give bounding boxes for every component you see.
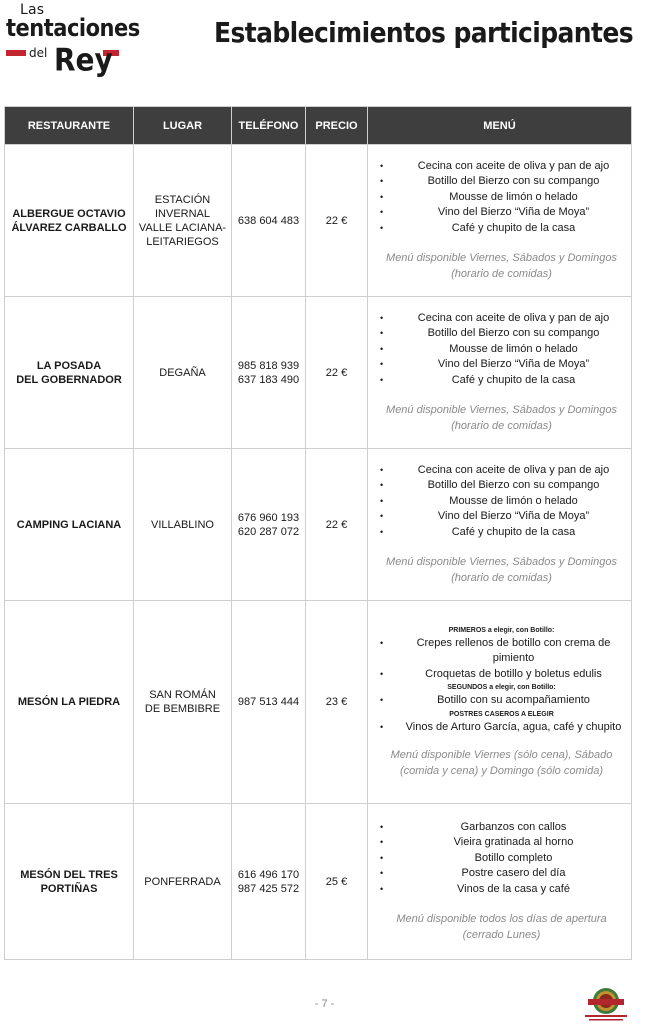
availability-line: Menú disponible todos los días de apertura	[396, 913, 607, 926]
menu-cell	[368, 145, 632, 297]
logo-line-4: Rey	[54, 42, 113, 79]
location	[134, 297, 232, 449]
phone-number: 616 496 170	[237, 868, 300, 881]
menu-cell	[368, 449, 632, 601]
menu-item: • Botillo del Bierzo con su compango	[378, 326, 625, 342]
menu-section-heading	[378, 625, 625, 636]
section-heading-main: SEGUNDOS	[447, 684, 488, 692]
section-heading-main: PRIMEROS	[448, 626, 486, 634]
menu-list	[378, 693, 625, 709]
menu-item: • Vino del Bierzo “Viña de Moya”	[378, 509, 625, 525]
menu-item: • Botillo con su acompañamiento	[378, 693, 625, 709]
logo-line-1: Las	[20, 2, 45, 18]
phone-number: 620 287 072	[237, 525, 300, 538]
phone	[232, 145, 306, 297]
menu-section-heading	[378, 682, 625, 693]
restaurant-name-line: MESÓN DEL TRES	[20, 868, 118, 881]
restaurant-name	[5, 297, 134, 449]
menu-item: • Cecina con aceite de oliva y pan de ajo	[378, 463, 625, 479]
logo-line-3: del	[29, 46, 48, 60]
table-row	[5, 804, 632, 960]
availability-line: (cerrado Lunes)	[462, 928, 541, 941]
menu-item: • Café y chupito de la casa	[378, 373, 625, 389]
header-precio: PRECIO	[306, 107, 368, 145]
menu-item: • Mousse de limón o helado	[378, 190, 625, 206]
availability-line: (horario de comidas)	[451, 267, 552, 280]
location-line: LEITARIEGOS	[146, 235, 219, 248]
phone	[232, 297, 306, 449]
availability-note	[378, 912, 625, 943]
logo	[4, 2, 140, 88]
logo-accent-bar-left	[6, 50, 26, 56]
menu-item: • Mousse de limón o helado	[378, 342, 625, 358]
location	[134, 804, 232, 960]
menu-item: • Café y chupito de la casa	[378, 525, 625, 541]
header-lugar: LUGAR	[134, 107, 232, 145]
restaurant-name-line: ALBERGUE OCTAVIO	[12, 207, 126, 220]
location-line: VALLE LACIANA-	[138, 221, 227, 234]
phone-number: 985 818 939	[237, 359, 300, 372]
header-menu: MENÚ	[368, 107, 632, 145]
availability-note	[378, 251, 625, 282]
menu-item: • Croquetas de botillo y boletus edulis	[378, 667, 625, 683]
location-line: DEGAÑA	[159, 366, 206, 379]
table-header-row	[5, 107, 632, 145]
menu-list	[378, 159, 625, 237]
section-heading-rest: a elegir, con Botillo:	[485, 626, 555, 634]
price: 22 €	[306, 449, 368, 601]
phone-number: 637 183 490	[237, 373, 300, 386]
price: 23 €	[306, 601, 368, 804]
phone-number: 987 425 572	[237, 882, 300, 895]
availability-line: Menú disponible Viernes, Sábados y Domingos	[386, 252, 617, 265]
phone-number: 638 604 483	[237, 214, 300, 227]
price: 22 €	[306, 297, 368, 449]
availability-line: Menú disponible Viernes, Sábados y Domingos	[386, 556, 617, 569]
table-row	[5, 145, 632, 297]
phone	[232, 601, 306, 804]
table-row	[5, 297, 632, 449]
availability-line: (horario de comidas)	[451, 571, 552, 584]
menu-cell	[368, 601, 632, 804]
phone	[232, 804, 306, 960]
phone-number: 676 960 193	[237, 511, 300, 524]
phone	[232, 449, 306, 601]
logo-line-2: tentaciones	[6, 14, 140, 42]
price: 22 €	[306, 145, 368, 297]
page-number: - 7 -	[314, 998, 335, 1010]
menu-item: • Botillo completo	[378, 851, 625, 867]
section-heading-rest: a elegir, con Botillo:	[487, 684, 556, 692]
establishments-table	[4, 106, 632, 960]
location	[134, 145, 232, 297]
section-heading-main: POSTRES CASEROS A ELEGIR	[449, 710, 554, 718]
menu-item: • Cecina con aceite de oliva y pan de ajo	[378, 159, 625, 175]
menu-item: • Crepes rellenos de botillo con crema de pimiento	[378, 636, 625, 667]
menu-list	[378, 636, 625, 683]
location-line: SAN ROMÁN	[149, 689, 216, 701]
page-title: Establecimientos participantes	[213, 16, 633, 49]
menu-item: • Garbanzos con callos	[378, 820, 625, 836]
price: 25 €	[306, 804, 368, 960]
restaurant-name-line: PORTIÑAS	[40, 882, 98, 895]
location-line: ESTACIÓN	[154, 193, 211, 206]
menu-item: • Café y chupito de la casa	[378, 221, 625, 237]
phone-number: 987 513 444	[237, 696, 300, 708]
availability-note	[378, 403, 625, 434]
menu-list	[378, 463, 625, 541]
restaurant-name-line: MESÓN LA PIEDRA	[17, 696, 121, 708]
restaurant-name-line: ÁLVAREZ CARBALLO	[11, 221, 127, 234]
availability-line: Menú disponible Viernes, Sábados y Domingos	[386, 404, 617, 417]
menu-item: • Vino del Bierzo “Viña de Moya”	[378, 357, 625, 373]
location-line: VILLABLINO	[151, 518, 214, 531]
menu-item: • Botillo del Bierzo con su compango	[378, 174, 625, 190]
restaurant-name-line: DEL GOBERNADOR	[16, 373, 122, 386]
menu-item: • Vino del Bierzo “Viña de Moya”	[378, 205, 625, 221]
menu-item: • Mousse de limón o helado	[378, 494, 625, 510]
restaurant-name	[5, 804, 134, 960]
location	[134, 449, 232, 601]
menu-list	[378, 820, 625, 898]
location-line: INVERNAL	[154, 207, 211, 220]
menu-item: • Vinos de Arturo García, agua, café y chupito	[378, 720, 625, 736]
header-telefono: TELÉFONO	[232, 107, 306, 145]
menu-cell	[368, 297, 632, 449]
menu-item: • Botillo del Bierzo con su compango	[378, 478, 625, 494]
table-row	[5, 449, 632, 601]
menu-section-heading	[378, 709, 625, 720]
table-row	[5, 601, 632, 804]
botillo-seal-icon	[583, 985, 629, 1024]
location-line: DE BEMBIBRE	[144, 703, 221, 715]
availability-note	[378, 748, 625, 779]
restaurant-name-line: CAMPING LACIANA	[16, 518, 122, 531]
availability-line: Menú disponible Viernes (sólo cena), Sábado	[390, 749, 613, 762]
menu-list	[378, 311, 625, 389]
availability-note	[378, 555, 625, 586]
menu-item: • Vinos de la casa y café	[378, 882, 625, 898]
restaurant-name	[5, 601, 134, 804]
availability-line: (comida y cena) y Domingo (sólo comida)	[400, 764, 603, 777]
menu-item: • Vieira gratinada al horno	[378, 835, 625, 851]
restaurant-name-line: LA POSADA	[36, 359, 102, 372]
menu-item: • Postre casero del día	[378, 866, 625, 882]
location	[134, 601, 232, 804]
header-restaurante: RESTAURANTE	[5, 107, 134, 145]
menu-item: • Cecina con aceite de oliva y pan de ajo	[378, 311, 625, 327]
availability-line: (horario de comidas)	[451, 419, 552, 432]
restaurant-name	[5, 449, 134, 601]
menu-list	[378, 720, 625, 736]
menu-cell	[368, 804, 632, 960]
restaurant-name	[5, 145, 134, 297]
location-line: PONFERRADA	[144, 875, 221, 888]
